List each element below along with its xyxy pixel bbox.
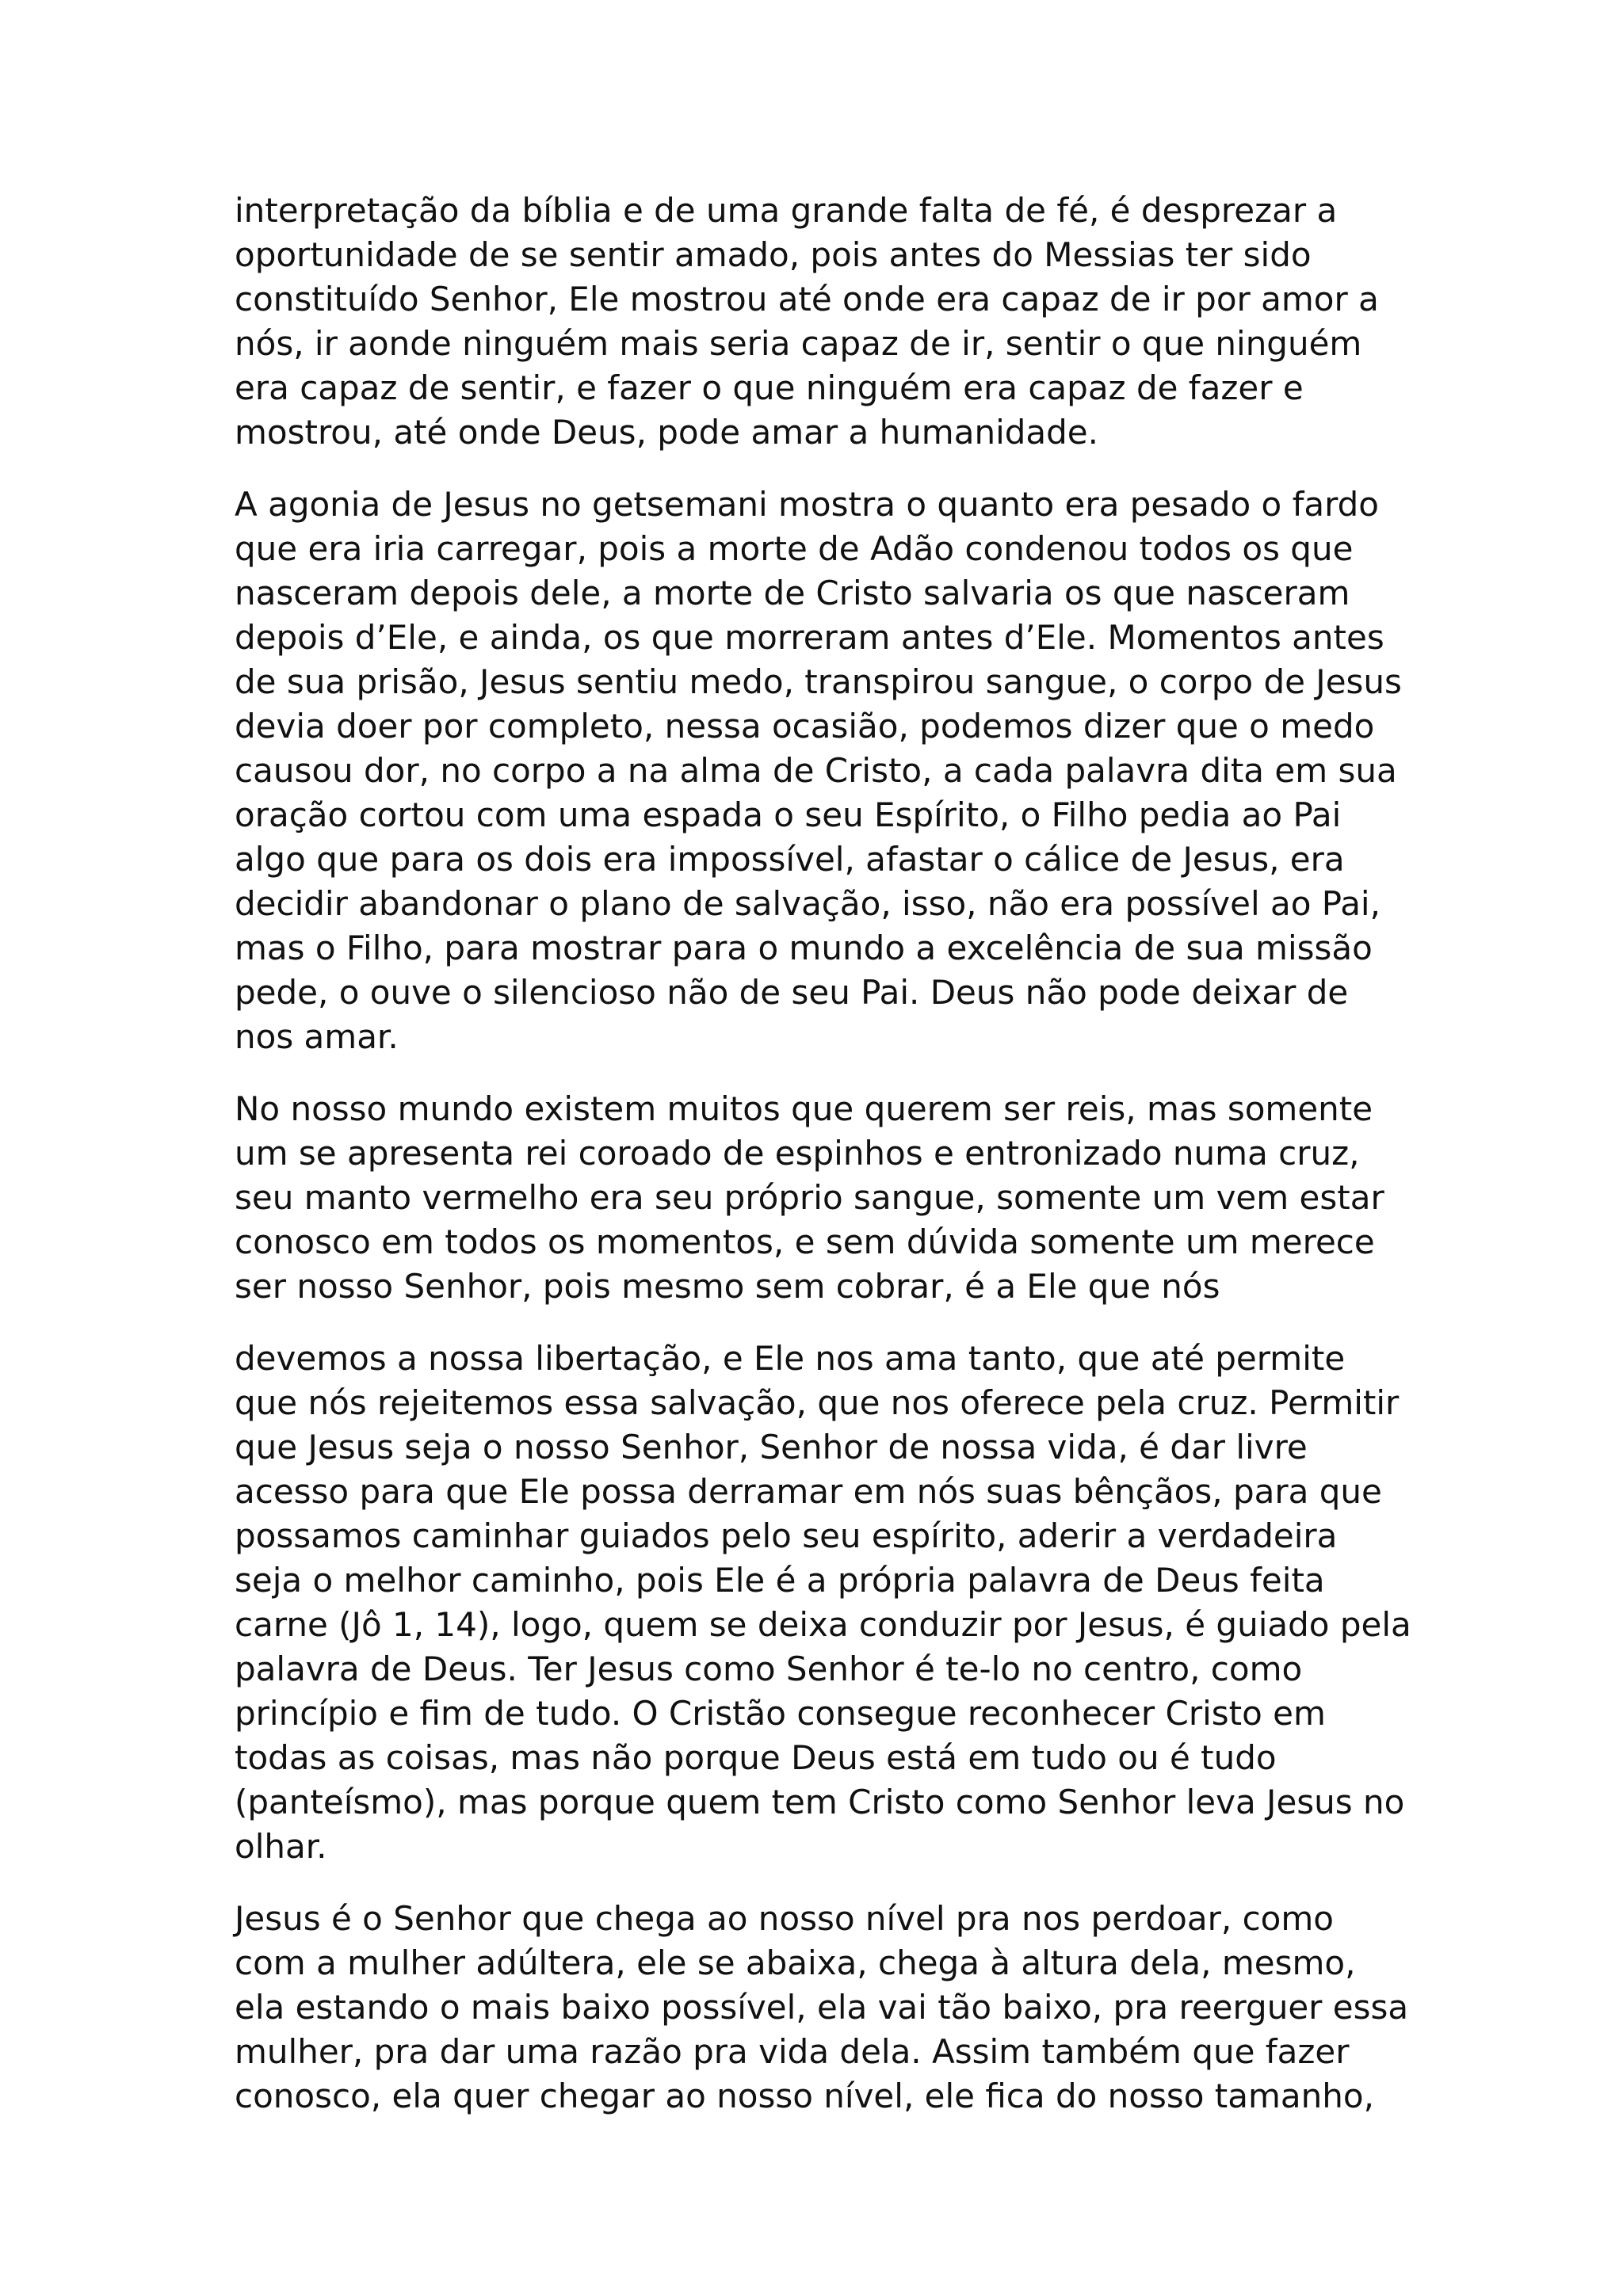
text-line: nasceram depois dele, a morte de Cristo salvaria os que nasceram <box>235 574 1350 612</box>
text-line: pede, o ouve o silencioso não de seu Pai. Deus não pode deixar de <box>235 973 1349 1012</box>
text-line: interpretação da bíblia e de uma grande falta de fé, é desprezar a <box>235 191 1338 230</box>
text-line: carne (Jô 1, 14), logo, quem se deixa conduzir por Jesus, é guiado pela <box>235 1605 1411 1644</box>
text-line: mostrou, até onde Deus, pode amar a humanidade. <box>235 413 1098 452</box>
text-line: oportunidade de se sentir amado, pois antes do Messias ter sido <box>235 235 1312 274</box>
text-line: mas o Filho, para mostrar para o mundo a excelência de sua missão <box>235 929 1373 967</box>
text-line: de sua prisão, Jesus sentiu medo, transpirou sangue, o corpo de Jesus <box>235 662 1402 701</box>
text-line: palavra de Deus. Ter Jesus como Senhor é te-lo no centro, como <box>235 1650 1303 1688</box>
text-line: devia doer por completo, nessa ocasião, podemos dizer que o medo <box>235 707 1375 746</box>
text-line: que era iria carregar, pois a morte de Adão condenou todos os que <box>235 529 1354 568</box>
body-text <box>235 189 1411 2146</box>
text-line: princípio e fim de tudo. O Cristão consegue reconhecer Cristo em <box>235 1694 1326 1733</box>
text-line: mulher, pra dar uma razão pra vida dela. Assim também que fazer <box>235 2032 1350 2071</box>
paragraph-3 <box>235 1087 1407 1309</box>
paragraph-2 <box>235 482 1407 1059</box>
text-line: ser nosso Senhor, pois mesmo sem cobrar, é a Ele que nós <box>235 1267 1220 1306</box>
text-line: com a mulher adúltera, ele se abaixa, chega à altura dela, mesmo, <box>235 1943 1356 1982</box>
text-line: olhar. <box>235 1827 327 1866</box>
text-line: conosco em todos os momentos, e sem dúvida somente um merece <box>235 1222 1375 1261</box>
text-line: conosco, ela quer chegar ao nosso nível, ele fica do nosso tamanho, <box>235 2077 1374 2115</box>
text-line: possamos caminhar guiados pelo seu espírito, aderir a verdadeira <box>235 1516 1338 1555</box>
paragraph-4 <box>235 1337 1411 1869</box>
text-line: seu manto vermelho era seu próprio sangue, somente um vem estar <box>235 1178 1384 1217</box>
text-line: que nós rejeitemos essa salvação, que nos oferece pela cruz. Permitir <box>235 1383 1400 1422</box>
text-line: No nosso mundo existem muitos que querem ser reis, mas somente <box>235 1089 1373 1128</box>
text-line: todas as coisas, mas não porque Deus está em tudo ou é tudo <box>235 1738 1277 1777</box>
text-line: nos amar. <box>235 1017 399 1056</box>
text-line: que Jesus seja o nosso Senhor, Senhor de nossa vida, é dar livre <box>235 1428 1308 1466</box>
text-line: um se apresenta rei coroado de espinhos e entronizado numa cruz, <box>235 1134 1360 1173</box>
text-line: constituído Senhor, Ele mostrou até onde era capaz de ir por amor a <box>235 280 1379 318</box>
paragraph-1 <box>235 189 1407 455</box>
text-line: causou dor, no corpo a na alma de Cristo, a cada palavra dita em sua <box>235 751 1397 790</box>
text-line: ela estando o mais baixo possível, ela vai tão baixo, pra reerguer essa <box>235 1988 1409 2027</box>
text-line: decidir abandonar o plano de salvação, isso, não era possível ao Pai, <box>235 884 1381 923</box>
text-line: depois d’Ele, e ainda, os que morreram antes d’Ele. Momentos antes <box>235 618 1384 657</box>
text-line: oração cortou com uma espada o seu Espírito, o Filho pedia ao Pai <box>235 795 1342 834</box>
text-line: seja o melhor caminho, pois Ele é a própria palavra de Deus feita <box>235 1561 1325 1600</box>
text-line: nós, ir aonde ninguém mais seria capaz de ir, sentir o que ninguém <box>235 324 1362 363</box>
paragraph-5 <box>235 1897 1407 2119</box>
text-line: (panteísmo), mas porque quem tem Cristo como Senhor leva Jesus no <box>235 1783 1405 1821</box>
text-line: devemos a nossa libertação, e Ele nos ama tanto, que até permite <box>235 1339 1346 1378</box>
text-line: algo que para os dois era impossível, afastar o cálice de Jesus, era <box>235 840 1345 879</box>
text-line: Jesus é o Senhor que chega ao nosso nível pra nos perdoar, como <box>235 1899 1334 1938</box>
text-line: era capaz de sentir, e fazer o que ninguém era capaz de fazer e <box>235 368 1304 407</box>
text-line: A agonia de Jesus no getsemani mostra o quanto era pesado o fardo <box>235 485 1379 524</box>
text-line: acesso para que Ele possa derramar em nós suas bênçãos, para que <box>235 1472 1382 1511</box>
